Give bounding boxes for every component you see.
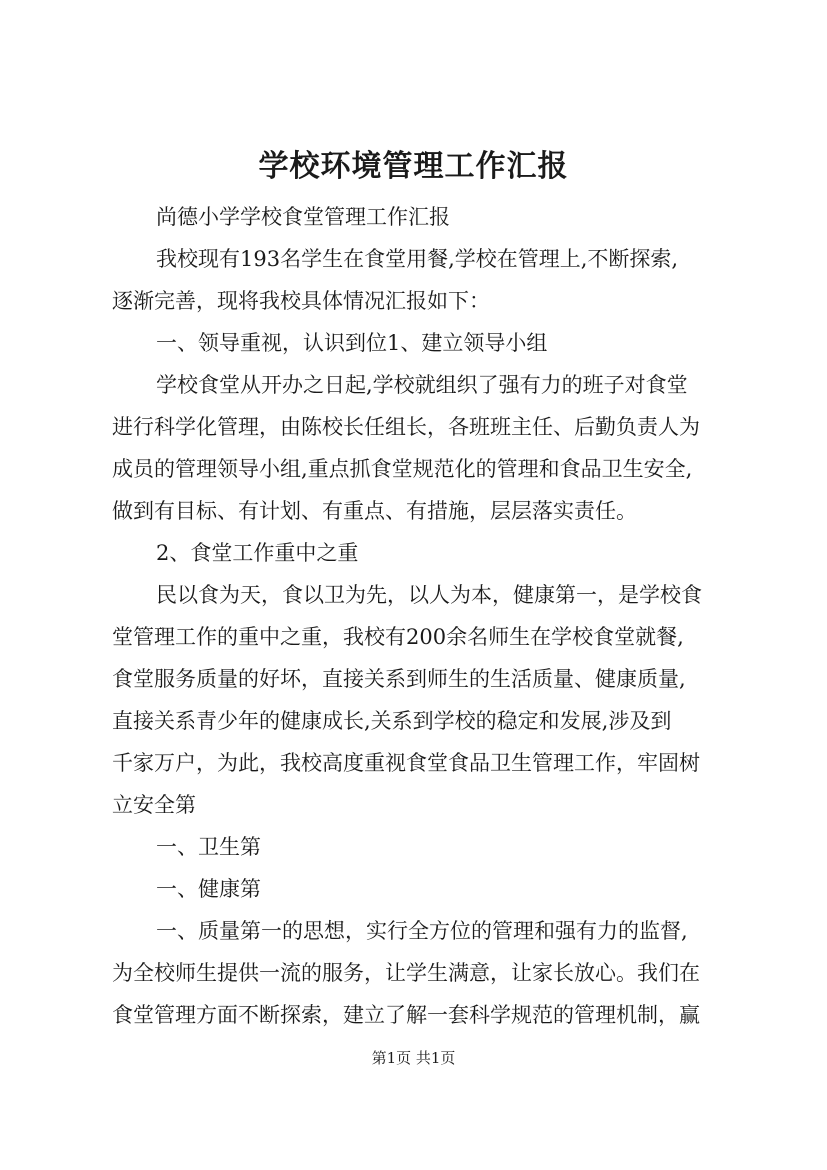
paragraph-line: 一、健康第: [156, 877, 261, 901]
paragraph-line: 民以食为天，食以卫为先，以人为本，健康第一，是学校食: [156, 583, 702, 607]
document-body: [112, 196, 724, 1036]
paragraph-line: 食堂服务质量的好坏，直接关系到师生的生活质量、健康质量,: [112, 667, 686, 691]
paragraph-line: 一、质量第一的思想，实行全方位的管理和强有力的监督,: [156, 919, 688, 943]
paragraph-line: 直接关系青少年的健康成长,关系到学校的稳定和发展,涉及到: [112, 709, 672, 733]
document-title: 学校环境管理工作汇报: [258, 149, 569, 184]
paragraph-line: 做到有目标、有计划、有重点、有措施，层层落实责任。: [112, 499, 637, 523]
paragraph-line: 成员的管理领导小组,重点抓食堂规范化的管理和食品卫生安全,: [112, 457, 693, 481]
paragraph-line: 立安全第: [112, 793, 196, 817]
paragraph-line: 进行科学化管理，由陈校长任组长，各班班主任、后勤负责人为: [112, 415, 700, 439]
paragraph-line: 堂管理工作的重中之重，我校有200余名师生在学校食堂就餐,: [112, 625, 684, 649]
page-footer: 第1页 共1页: [371, 1049, 456, 1067]
paragraph-line: 为全校师生提供一流的服务，让学生满意，让家长放心。我们在: [112, 961, 700, 985]
paragraph-line: 逐渐完善，现将我校具体情况汇报如下：: [112, 289, 490, 313]
section-heading: 一、领导重视，认识到位1、建立领导小组: [156, 331, 548, 355]
paragraph-line: 尚德小学学校食堂管理工作汇报: [156, 205, 450, 229]
paragraph-line: 学校食堂从开办之日起,学校就组织了强有力的班子对食堂: [156, 373, 688, 397]
paragraph-line: 我校现有193名学生在食堂用餐,学校在管理上,不断探索,: [156, 247, 679, 271]
section-heading: 2、食堂工作重中之重: [156, 541, 359, 565]
paragraph-line: 千家万户，为此，我校高度重视食堂食品卫生管理工作，牢固树: [112, 751, 700, 775]
paragraph-line: 食堂管理方面不断探索，建立了解一套科学规范的管理机制，赢: [112, 1003, 700, 1027]
paragraph-line: 一、卫生第: [156, 835, 261, 859]
